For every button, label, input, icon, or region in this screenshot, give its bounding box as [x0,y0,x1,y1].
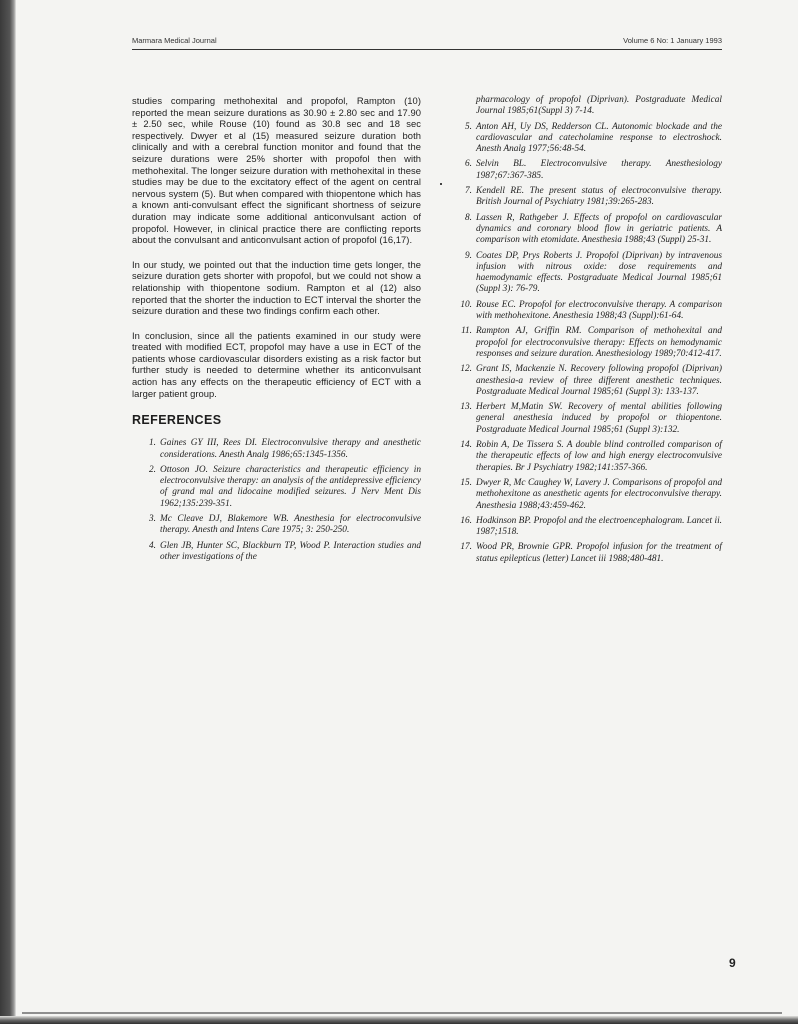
reference-2 [138,465,421,510]
left-column [132,95,421,567]
reference-number: 1 . [138,438,156,449]
reference-text: Wood PR, Brownie GPR. Propofol infusion for the treatment of status epilepticus (letter) Lancet iii 1988;480-481. [476,542,722,564]
reference-number: 2 . [138,465,156,476]
reference-text: Kendell RE. The present status of electroconvulsive therapy. British Journal of Psychiatry 1981;39:265-283. [476,186,722,208]
reference-7 [454,186,722,209]
reference-text: Gaines GY III, Rees DI. Electroconvulsive therapy and anesthetic considerations. Anesth Analg 1986;65:1345-1356. [160,438,421,460]
reference-text: Lassen R, Rathgeber J. Effects of propofol on cardiovascular dynamics and coronary blood flow in geriatric patients. A comparison with etomidate. Anesthesia 1988;43 (Suppl) 25-31. [476,212,722,246]
reference-text: Herbert M,Matin SW. Recovery of mental abilities following general anesthesia induced by propofol or thiopentone. Postgraduate Medical Journal 1985;61 (Suppl 3):132. [476,402,722,435]
reference-text: Dwyer R, Mc Caughey W, Lavery J. Comparisons of propofol and methohexitone as anesthetic agents for electroconvulsive therapy. Anesthesia 1988;43:459-462. [476,477,722,511]
reference-number: 5 . [454,122,472,133]
journal-name: Marmara Medical Journal [132,36,217,45]
reference-6 [454,159,722,182]
reference-number: 13 . [454,402,472,413]
reference-number: 7 . [454,186,472,197]
reference-17 [454,542,722,565]
reference-text: Grant IS, Mackenzie N. Recovery following propofol (Diprivan) anesthesia-a review of three different anesthetic techniques. Postgraduate Medical Journal 1985;61 (Suppl 3): 133-137. [476,364,722,397]
reference-number: 11 . [454,326,472,337]
reference-text: Selvin BL. Electroconvulsive therapy. Anesthesiology 1987;67:367-385. [476,159,722,181]
reference-14 [454,440,722,474]
reference-12 [454,364,722,398]
reference-number: 17 . [454,542,472,553]
reference-number: 9 . [454,251,472,262]
reference-text: Glen JB, Hunter SC, Blackburn TP, Wood P. Interaction studies and other investigations of the [160,540,421,562]
reference-text: Ottoson JO. Seizure characteristics and therapeutic efficiency in electroconvulsive therapy: an analysis of the antidepressive efficiency of grand mal and lidocaine modified seizures. J Nerv Ment Dis 1962;135:239-351. [160,464,421,509]
body-paragraph-1: studies comparing methohexital and propofol, Rampton (10) reported the mean seizure durations as 30.90 ± 2.80 sec and 17.90 ± 2.50 sec, while Rouse (10) found as 30.8 sec and 18 sec respectively. Dwyer et al (15) measured seizure duration both clinically and with a cerebral function monitor and found that the seizure durations were 25% shorter with propofol then with methohexital. The longer seizure duration with methohexital in these studies may be due to the excitatory effect of the agent on central nervous system (5). But when compared with thiopentone which has a known anti-convulsant effect the significant shortness of seizure duration may indicate some additional anticonvulsant action of propofol. However, in clinical practice there are conflicting reports about the convulsant and anticonvulsant action of propofol (16,17). [132,95,421,246]
reference-number: 16 . [454,516,472,527]
reference-text: Anton AH, Uy DS, Redderson CL. Autonomic blockade and the cardiovascular and catecholamine response to electroshock. Anesth Analg 1977;56:48-54. [476,121,722,155]
reference-8 [454,213,722,247]
reference-15 [454,478,722,512]
page-number: 9 [729,956,736,970]
reference-text: Mc Cleave DJ, Blakemore WB. Anesthesia for electroconvulsive therapy. Anesth and Intens Care 1975; 3: 250-250. [160,514,421,536]
reference-16 [454,516,722,539]
reference-text: Rampton AJ, Griffin RM. Comparison of methohexital and propofol for electroconvulsive therapy: Effects on hemodynamic responses and seizure duration. Anesthesiology 1989;70:412-417. [476,326,722,359]
reference-11 [454,326,722,360]
scan-shadow-bottom [0,1016,798,1024]
right-column [454,95,722,569]
issue-info: Volume 6 No: 1 January 1993 [623,36,722,45]
reference-5 [454,122,722,156]
scan-shadow-line [22,1012,782,1014]
reference-number: 6 . [454,159,472,170]
reference-10 [454,300,722,323]
scan-shadow-left [0,0,16,1024]
reference-text: Hodkinson BP. Propofol and the electroencephalogram. Lancet ii. 1987;1518. [476,515,722,538]
reference-1 [138,438,421,461]
reference-9 [454,251,722,296]
references-heading: REFERENCES [132,413,222,428]
reference-number: 4 . [138,541,156,552]
reference-text: Robin A, De Tissera S. A double blind controlled comparison of the therapeutic effects of low and high energy electroconvulsive therapies. Br J Psychiatry 1982;141:357-366. [476,440,722,473]
reference-number: 12 . [454,364,472,375]
reference-number: 14 . [454,440,472,451]
reference-number: 10 . [454,300,472,311]
body-paragraph-3: In conclusion, since all the patients examined in our study were treated with modified ECT, propofol may have a use in ECT of the patients whose cardiovascular disorders existing as a risk factor but further study is needed to determine whether its anticonvulsant action has any effects on the therapeutic efficiency of ECT with a larger patient group. [132,329,421,399]
body-paragraph-2: In our study, we pointed out that the induction time gets longer, the seizure duration gets shorter with propofol, but we could not show a relationship with thiopentone sodium. Rampton et al (12) also reported that the shorter the induction to ECT interval the shorter the seizure duration and these two findings confirm each other. [132,258,421,317]
reference-number: 3 . [138,514,156,525]
scan-speck [440,183,442,185]
reference-number: 8 . [454,213,472,224]
reference-number: 15 . [454,478,472,489]
reference-text: Coates DP, Prys Roberts J. Propofol (Diprivan) by intravenous infusion with nitrous oxide: dose requirements and haemodynamic effects. Postgraduate Medical Journal 1985;61 (Suppl 3): 76-79. [476,250,722,295]
running-header [132,35,722,50]
reference-4-continuation: pharmacology of propofol (Diprivan). Postgraduate Medical Journal 1985;61(Suppl 3) 7-14. [476,95,722,117]
reference-text: Rouse EC. Propofol for electroconvulsive therapy. A comparison with methohexitone. Anesthesia 1988;43 (Suppl):61-64. [476,299,722,322]
reference-3 [138,514,421,537]
reference-4 [138,541,421,564]
reference-13 [454,402,722,436]
